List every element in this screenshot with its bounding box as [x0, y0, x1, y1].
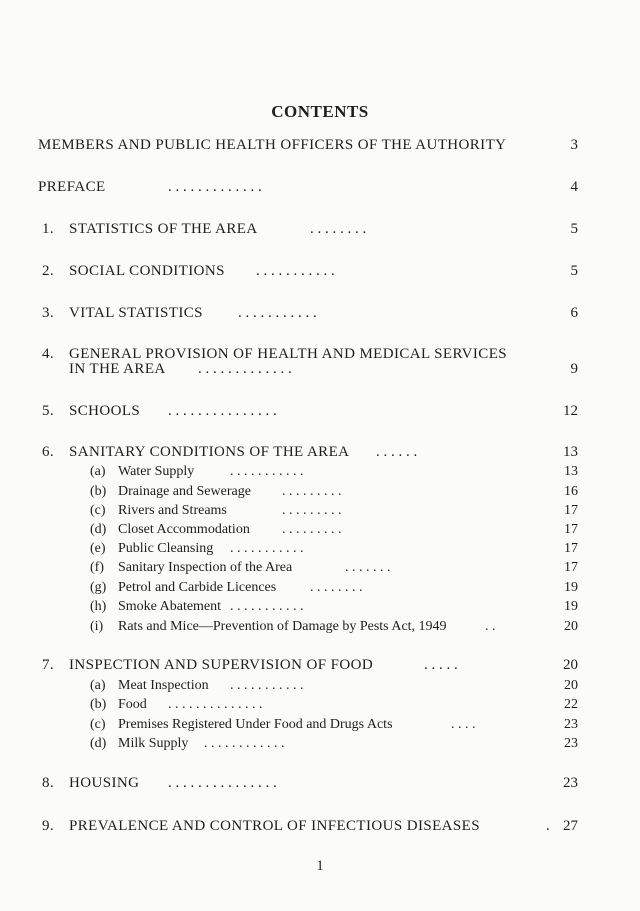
toc-entry-label: SCHOOLS: [69, 403, 141, 419]
toc-subentry-label: Petrol and Carbide Licences: [118, 580, 277, 595]
toc-subentry-page: 17: [564, 560, 578, 575]
toc-entry-number: 3.: [42, 305, 55, 321]
toc-subentry-page: 19: [564, 599, 578, 614]
toc-subentry-page: 16: [564, 484, 578, 499]
toc-entry-page: 23: [563, 775, 578, 791]
page-title: CONTENTS: [271, 102, 369, 121]
toc-subentry-page: 13: [564, 464, 578, 479]
toc-entry-page: 5: [570, 221, 578, 237]
toc-subentry-label: Milk Supply: [118, 736, 189, 751]
toc-subentry-page: 23: [564, 717, 578, 732]
toc-entry-label: PREFACE: [38, 179, 106, 195]
toc-leader-dots: . .: [485, 619, 496, 634]
toc-subentry-letter: (d): [90, 522, 107, 537]
toc-leader-dots: . . . . . . . . . . . . . . .: [168, 403, 277, 419]
toc-leader-dots: .: [546, 818, 550, 834]
toc-entry-number: 7.: [42, 657, 55, 673]
toc-leader-dots: . . . . . . . . . . . . .: [198, 361, 292, 377]
toc-leader-dots: . . . . . . . .: [310, 580, 363, 595]
toc-entry-label: PREVALENCE AND CONTROL OF INFECTIOUS DISEASES: [69, 818, 480, 834]
toc-entry-page: 3: [570, 137, 578, 153]
toc-subentry-page: 17: [564, 503, 578, 518]
toc-entry-label-line2: IN THE AREA: [69, 361, 166, 377]
toc-entry-number: 8.: [42, 775, 55, 791]
toc-entry-number: 2.: [42, 263, 55, 279]
toc-subentry-label: Meat Inspection: [118, 678, 209, 693]
toc-leader-dots: . . . . .: [424, 657, 458, 673]
toc-subentry-letter: (b): [90, 697, 107, 712]
toc-entry-label: SOCIAL CONDITIONS: [69, 263, 225, 279]
toc-subentry-page: 19: [564, 580, 578, 595]
toc-entry-number: 5.: [42, 403, 55, 419]
toc-subentry-letter: (f): [90, 560, 104, 575]
toc-entry-page: 6: [570, 305, 578, 321]
toc-subentry-page: 17: [564, 541, 578, 556]
toc-subentry-letter: (e): [90, 541, 106, 556]
toc-leader-dots: . . . . . . . . . . . . .: [168, 179, 262, 195]
toc-subentry-letter: (c): [90, 503, 106, 518]
toc-subentry-label: Premises Registered Under Food and Drugs Acts: [118, 717, 393, 732]
toc-entry-page: 27: [563, 818, 578, 834]
toc-leader-dots: . . . . . . . . . . . .: [204, 736, 285, 751]
toc-entry-label: HOUSING: [69, 775, 140, 791]
toc-subentry-letter: (g): [90, 580, 107, 595]
toc-subentry-letter: (i): [90, 619, 104, 634]
toc-leader-dots: . . . . . . . . . . .: [256, 263, 335, 279]
toc-subentry-letter: (b): [90, 484, 107, 499]
toc-subentry-label: Smoke Abatement: [118, 599, 222, 614]
toc-subentry-letter: (a): [90, 464, 106, 479]
toc-leader-dots: . . . . . . . . . . . . . .: [168, 697, 263, 712]
toc-entry-number: 6.: [42, 444, 55, 460]
toc-entry-label: INSPECTION AND SUPERVISION OF FOOD: [69, 657, 374, 673]
toc-subentry-page: 20: [564, 619, 578, 634]
toc-entry-label: VITAL STATISTICS: [69, 305, 203, 321]
toc-entry-page: 20: [563, 657, 578, 673]
toc-subentry-label: Closet Accommodation: [118, 522, 250, 537]
toc-leader-dots: . . . . . . . . . . .: [238, 305, 317, 321]
toc-entry-number: 9.: [42, 818, 55, 834]
toc-leader-dots: . . . . . . . . . . .: [230, 599, 304, 614]
toc-subentry-letter: (h): [90, 599, 107, 614]
toc-subentry-page: 22: [564, 697, 578, 712]
toc-leader-dots: . . . . . .: [376, 444, 418, 460]
toc-entry-number: 4.: [42, 346, 55, 362]
toc-subentry-page: 23: [564, 736, 578, 751]
toc-leader-dots: . . . . . . . . . . .: [230, 678, 304, 693]
toc-leader-dots: . . . . . . . . .: [282, 503, 342, 518]
page-number: 1: [316, 858, 324, 874]
toc-entry-label: GENERAL PROVISION OF HEALTH AND MEDICAL SERVICES: [69, 346, 508, 362]
toc-subentry-label: Water Supply: [118, 464, 195, 479]
toc-entry-label: SANITARY CONDITIONS OF THE AREA: [69, 444, 350, 460]
toc-entry-page: 12: [563, 403, 578, 419]
toc-subentry-letter: (c): [90, 717, 106, 732]
toc-subentry-label: Food: [118, 697, 147, 712]
toc-entry-page: 13: [563, 444, 578, 460]
toc-subentry-label: Public Cleansing: [118, 541, 214, 556]
toc-subentry-label: Rivers and Streams: [118, 503, 227, 518]
toc-subentry-page: 20: [564, 678, 578, 693]
toc-leader-dots: . . . .: [451, 717, 476, 732]
toc-entry-label: MEMBERS AND PUBLIC HEALTH OFFICERS OF THE AUTHORITY: [38, 137, 507, 153]
toc-subentry-label: Rats and Mice—Prevention of Damage by Pests Act, 1949: [118, 619, 447, 634]
toc-subentry-page: 17: [564, 522, 578, 537]
toc-subentry-letter: (a): [90, 678, 106, 693]
toc-entry-page: 4: [570, 179, 578, 195]
toc-leader-dots: . . . . . . . . .: [282, 484, 342, 499]
toc-leader-dots: . . . . . . . . . . . . . . .: [168, 775, 277, 791]
toc-leader-dots: . . . . . . .: [345, 560, 391, 575]
toc-subentry-label: Drainage and Sewerage: [118, 484, 251, 499]
toc-leader-dots: . . . . . . . .: [310, 221, 367, 237]
toc-subentry-letter: (d): [90, 736, 107, 751]
toc-entry-number: 1.: [42, 221, 55, 237]
toc-entry-page: 5: [570, 263, 578, 279]
toc-entry-label: STATISTICS OF THE AREA: [69, 221, 258, 237]
toc-leader-dots: . . . . . . . . .: [282, 522, 342, 537]
toc-subentry-label: Sanitary Inspection of the Area: [118, 560, 293, 575]
toc-leader-dots: . . . . . . . . . . .: [230, 464, 304, 479]
toc-entry-page: 9: [570, 361, 578, 377]
toc-leader-dots: . . . . . . . . . . .: [230, 541, 304, 556]
